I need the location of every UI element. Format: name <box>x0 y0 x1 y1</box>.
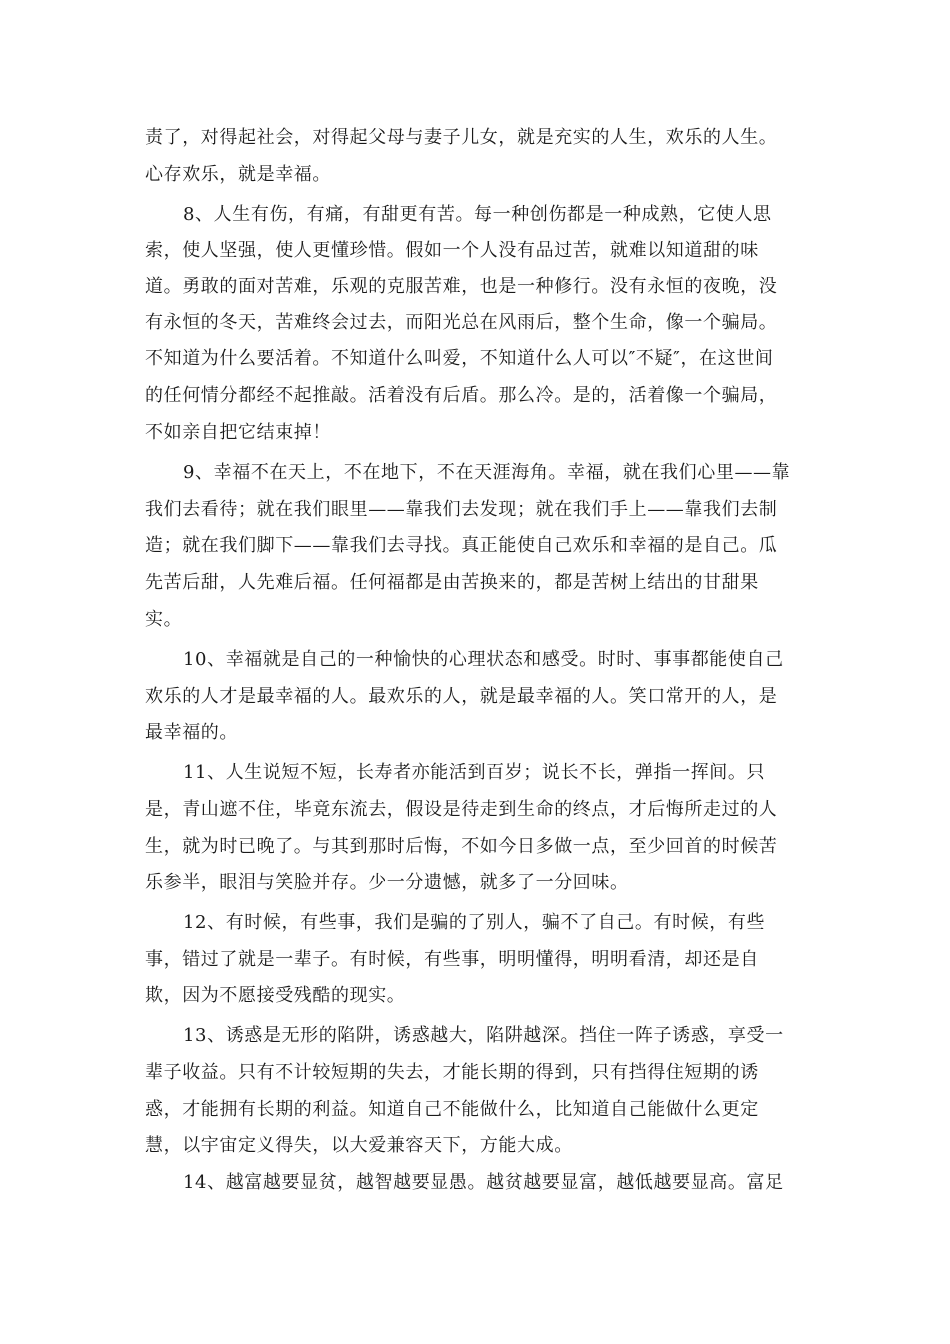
paragraph-10-start: 10、幸福就是自己的一种愉快的心理状态和感受。时时、事事都能使自己 <box>183 649 784 670</box>
text-line: 最幸福的。 <box>145 722 238 743</box>
text-line: 责了，对得起社会，对得起父母与妻子儿女，就是充实的人生，欢乐的人生。 <box>145 127 778 148</box>
text-line: 造；就在我们脚下——靠我们去寻找。真正能使自己欢乐和幸福的是自己。瓜 <box>145 535 778 556</box>
text-line: 先苦后甜，人先难后福。任何福都是由苦换来的，都是苦树上结出的甘甜果 <box>145 572 759 593</box>
text-line: 有永恒的冬天，苦难终会过去，而阳光总在风雨后，整个生命，像一个骗局。 <box>145 312 778 333</box>
text-line: 事，错过了就是一辈子。有时候，有些事，明明懂得，明明看清，却还是自 <box>145 949 759 970</box>
text-line: 我们去看待；就在我们眼里——靠我们去发现；就在我们手上——靠我们去制 <box>145 499 778 520</box>
text-line: 索，使人坚强，使人更懂珍惜。假如一个人没有品过苦，就难以知道甜的味 <box>145 240 759 261</box>
text-line: 不如亲自把它结束掉！ <box>145 422 331 443</box>
text-line: 道。勇敢的面对苦难，乐观的克服苦难，也是一种修行。没有永恒的夜晚，没 <box>145 276 778 297</box>
text-line: 实。 <box>145 609 183 630</box>
text-line: 是，青山遮不住，毕竟东流去，假设是待走到生命的终点，才后悔所走过的人 <box>145 799 778 820</box>
text-line: 生，就为时已晚了。与其到那时后悔，不如今日多做一点，至少回首的时候苦 <box>145 836 778 857</box>
text-line: 慧，以宇宙定义得失，以大爱兼容天下，方能大成。 <box>145 1135 573 1156</box>
text-line: 辈子收益。只有不计较短期的失去，才能长期的得到，只有挡得住短期的诱 <box>145 1062 759 1083</box>
text-line: 心存欢乐，就是幸福。 <box>145 164 331 185</box>
text-line: 惑，才能拥有长期的利益。知道自己不能做什么，比知道自己能做什么更定 <box>145 1099 759 1120</box>
paragraph-12-start: 12、有时候，有些事，我们是骗的了别人，骗不了自己。有时候，有些 <box>183 912 766 933</box>
text-line: 欺，因为不愿接受残酷的现实。 <box>145 985 406 1006</box>
paragraph-9-start: 9、幸福不在天上，不在地下，不在天涯海角。幸福，就在我们心里——靠 <box>183 462 791 483</box>
paragraph-11-start: 11、人生说短不短，长寿者亦能活到百岁；说长不长，弹指一挥间。只 <box>183 762 766 783</box>
text-line: 乐参半，眼泪与笑脸并存。少一分遗憾，就多了一分回味。 <box>145 872 629 893</box>
text-line: 的任何情分都经不起推敲。活着没有后盾。那么冷。是的，活着像一个骗局， <box>145 385 778 406</box>
text-line: 不知道为什么要活着。不知道什么叫爱，不知道什么人可以″不疑″，在这世间 <box>145 348 774 369</box>
paragraph-13-start: 13、诱惑是无形的陷阱，诱惑越大，陷阱越深。挡住一阵子诱惑，享受一 <box>183 1025 784 1046</box>
text-line: 欢乐的人才是最幸福的人。最欢乐的人，就是最幸福的人。笑口常开的人，是 <box>145 686 778 707</box>
paragraph-8-start: 8、人生有伤，有痛，有甜更有苦。每一种创伤都是一种成熟，它使人思 <box>183 204 772 225</box>
paragraph-14-start: 14、越富越要显贫，越智越要显愚。越贫越要显富，越低越要显高。富足 <box>183 1172 784 1193</box>
